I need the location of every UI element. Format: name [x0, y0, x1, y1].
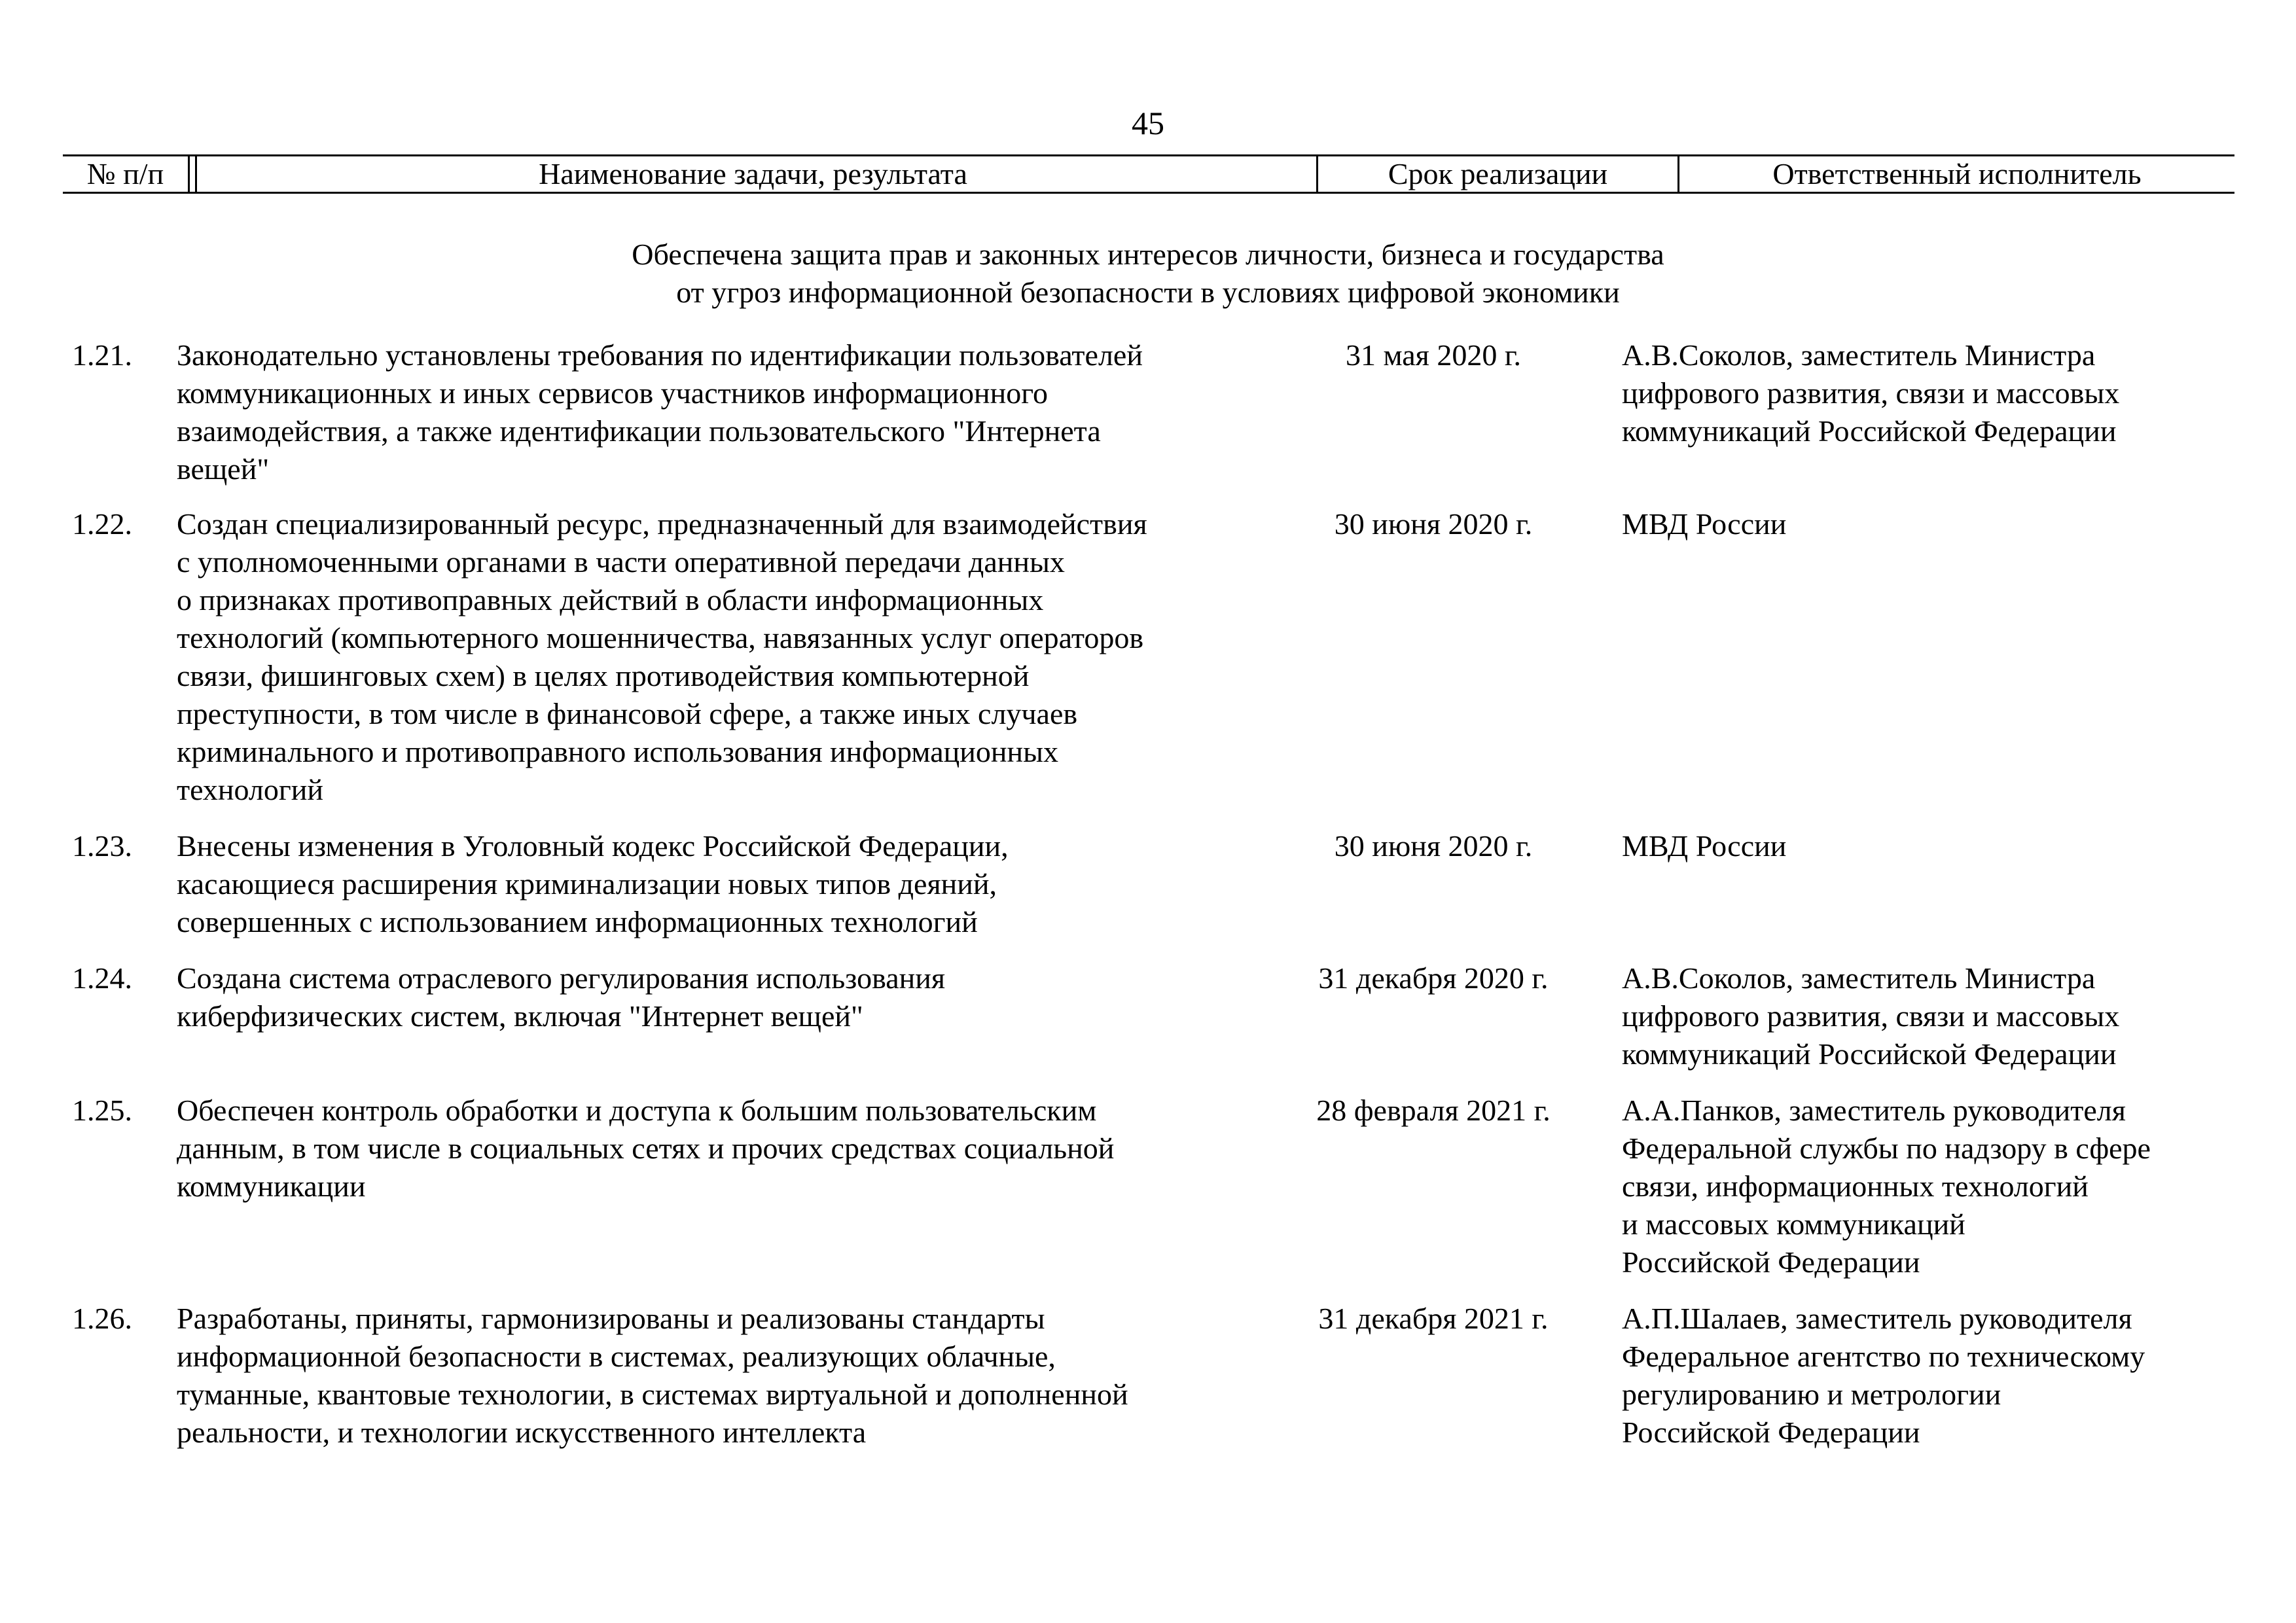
task-line: туманные, квантовые технологии, в системах виртуальной и дополненной — [177, 1378, 1128, 1411]
section-title-line: Обеспечена защита прав и законных интересов личности, бизнеса и государства — [632, 238, 1664, 271]
task-line: технологий — [177, 773, 323, 806]
responsible-line: МВД России — [1622, 507, 1787, 541]
task-line: реальности, и технологии искусственного интеллекта — [177, 1416, 867, 1449]
task-line: Законодательно установлены требования по идентификации пользователей — [177, 338, 1143, 372]
responsible — [1622, 827, 2250, 865]
responsible-line: Федеральной службы по надзору в сфере — [1622, 1132, 2151, 1165]
responsible-line: связи, информационных технологий — [1622, 1169, 2089, 1203]
task-line: данным, в том числе в социальных сетях и прочих средствах социальной — [177, 1132, 1115, 1165]
task-line: совершенных с использованием информационных технологий — [177, 905, 978, 938]
task-line: вещей" — [177, 452, 270, 486]
responsible — [1622, 959, 2250, 1073]
row-number: 1.23. — [72, 829, 132, 863]
responsible-line: коммуникаций Российской Федерации — [1622, 414, 2117, 448]
task-line: Внесены изменения в Уголовный кодекс Российской Федерации, — [177, 829, 1009, 863]
task-description — [177, 505, 1263, 809]
deadline: 31 декабря 2020 г. — [1318, 961, 1549, 995]
task-description — [177, 1092, 1263, 1205]
responsible-line: и массовых коммуникаций — [1622, 1207, 1965, 1241]
task-description — [177, 1300, 1263, 1452]
task-line: коммуникации — [177, 1169, 366, 1203]
responsible — [1622, 1300, 2250, 1452]
responsible-line: А.В.Соколов, заместитель Министра — [1622, 338, 2096, 372]
row-number: 1.26. — [72, 1302, 132, 1335]
header-col-responsible: Ответственный исполнитель — [1772, 157, 2142, 190]
section-title-line: от угроз информационной безопасности в условиях цифровой экономики — [676, 276, 1620, 309]
section-title — [0, 236, 2296, 312]
row-number: 1.21. — [72, 338, 132, 372]
responsible-line: Российской Федерации — [1622, 1245, 1920, 1279]
task-line: Создан специализированный ресурс, предназначенный для взаимодействия — [177, 507, 1147, 541]
deadline: 30 июня 2020 г. — [1334, 829, 1533, 863]
page-number: 45 — [1132, 105, 1164, 141]
task-line: Создана система отраслевого регулирования использования — [177, 961, 946, 995]
responsible-line: МВД России — [1622, 829, 1787, 863]
deadline: 28 февраля 2021 г. — [1316, 1094, 1551, 1127]
task-line: о признаках противоправных действий в области информационных — [177, 583, 1044, 616]
task-line: технологий (компьютерного мошенничества, навязанных услуг операторов — [177, 621, 1144, 654]
deadline: 30 июня 2020 г. — [1334, 507, 1533, 541]
task-line: с уполномоченными органами в части оперативной передачи данных — [177, 545, 1065, 579]
task-line: Разработаны, приняты, гармонизированы и реализованы стандарты — [177, 1302, 1045, 1335]
task-line: связи, фишинговых схем) в целях противодействия компьютерной — [177, 659, 1030, 692]
header-col-number: № п/п — [63, 156, 190, 192]
responsible-line: Российской Федерации — [1622, 1416, 1920, 1449]
task-line: касающиеся расширения криминализации новых типов деяний, — [177, 867, 997, 901]
responsible-line: цифрового развития, связи и массовых — [1622, 999, 2120, 1033]
task-line: взаимодействия, а также идентификации пользовательского "Интернета — [177, 414, 1101, 448]
task-description — [177, 959, 1263, 1035]
row-number: 1.24. — [72, 961, 132, 995]
task-line: преступности, в том числе в финансовой сфере, а также иных случаев — [177, 697, 1078, 730]
deadline: 31 декабря 2021 г. — [1318, 1302, 1549, 1335]
responsible — [1622, 505, 2250, 543]
table-header — [63, 154, 2234, 194]
header-col-task: Наименование задачи, результата — [190, 156, 1318, 192]
row-number: 1.25. — [72, 1094, 132, 1127]
task-line: криминального и противоправного использования информационных — [177, 735, 1058, 768]
responsible-line: А.А.Панков, заместитель руководителя — [1622, 1094, 2126, 1127]
task-line: Обеспечен контроль обработки и доступа к большим пользовательским — [177, 1094, 1097, 1127]
responsible-line: Федеральное агентство по техническому — [1622, 1340, 2145, 1373]
row-number: 1.22. — [72, 507, 132, 541]
task-line: коммуникационных и иных сервисов участников информационного — [177, 376, 1048, 410]
responsible-line: А.В.Соколов, заместитель Министра — [1622, 961, 2096, 995]
responsible — [1622, 1092, 2250, 1281]
responsible-line: цифрового развития, связи и массовых — [1622, 376, 2120, 410]
responsible — [1622, 336, 2250, 450]
task-line: киберфизических систем, включая "Интернет вещей" — [177, 999, 863, 1033]
header-col-date: Срок реализации — [1318, 156, 1679, 192]
responsible-line: регулированию и метрологии — [1622, 1378, 2001, 1411]
responsible-line: коммуникаций Российской Федерации — [1622, 1037, 2117, 1071]
task-description — [177, 336, 1263, 488]
responsible-line: А.П.Шалаев, заместитель руководителя — [1622, 1302, 2132, 1335]
deadline: 31 мая 2020 г. — [1345, 338, 1522, 372]
task-line: информационной безопасности в системах, реализующих облачные, — [177, 1340, 1056, 1373]
task-description — [177, 827, 1263, 941]
